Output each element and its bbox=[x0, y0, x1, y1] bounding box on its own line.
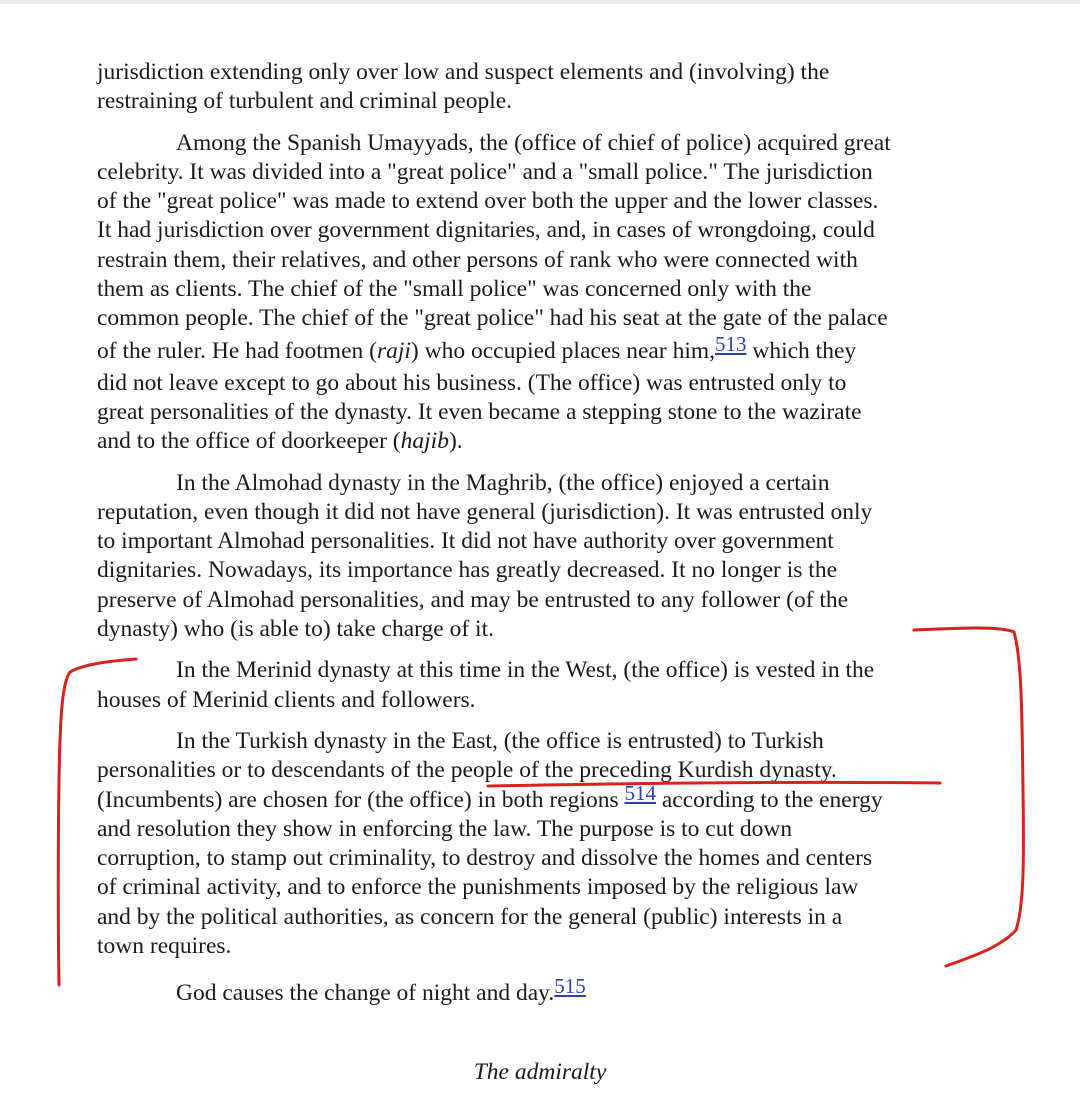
footnote-link-515[interactable]: 515 bbox=[554, 974, 586, 999]
text-segment: of the ruler. He had footmen ( bbox=[97, 337, 377, 364]
text-line: Among the Spanish Umayyads, the (office of chief of police) acquired great bbox=[176, 129, 891, 156]
text-line: celebrity. It was divided into a "great police" and a "small police." The jurisdiction bbox=[97, 158, 873, 185]
text-line: of the "great police" was made to extend over both the upper and the lower classes. bbox=[97, 188, 879, 215]
text-line bbox=[97, 780, 992, 815]
text-line: restrain them, their relatives, and other persons of rank who were connected with bbox=[97, 246, 858, 273]
paragraph bbox=[97, 469, 992, 645]
text-line: did not leave except to go about his business. (The office) was entrusted only to bbox=[97, 369, 847, 396]
text-line: them as clients. The chief of the "small police" was concerned only with the bbox=[97, 276, 812, 303]
text-segment: God causes the change of night and day. bbox=[176, 980, 555, 1007]
paragraph bbox=[97, 727, 992, 961]
text-line: to important Almohad personalities. It did not have authority over government bbox=[97, 528, 834, 555]
text-line: preserve of Almohad personalities, and may be entrusted to any follower (of the bbox=[97, 586, 849, 613]
paragraph bbox=[97, 974, 992, 1008]
text-line: restraining of turbulent and criminal people. bbox=[97, 88, 513, 115]
paragraph bbox=[97, 656, 992, 715]
text-line: town requires. bbox=[97, 933, 232, 960]
text-segment: which they bbox=[746, 337, 857, 364]
paragraph bbox=[97, 58, 992, 117]
document-body bbox=[97, 58, 992, 1009]
top-border bbox=[0, 0, 1080, 4]
footnote-link-513[interactable]: 513 bbox=[715, 331, 747, 356]
text-segment: (Incumbents) are chosen for (the office) in both regions bbox=[97, 786, 625, 813]
text-line: great personalities of the dynasty. It even became a stepping stone to the wazirate bbox=[97, 398, 862, 425]
text-segment: according to the energy bbox=[655, 786, 883, 813]
italic-term-hajib: hajib bbox=[400, 428, 449, 455]
section-heading: The admiralty bbox=[473, 1059, 607, 1085]
text-line: of criminal activity, and to enforce the punishments imposed by the religious law bbox=[97, 874, 859, 901]
text-line: corruption, to stamp out criminality, to destroy and dissolve the homes and centers bbox=[97, 845, 873, 872]
text-line: reputation, even though it did not have general (jurisdiction). It was entrusted only bbox=[97, 498, 873, 525]
text-line: In the Almohad dynasty in the Maghrib, (the office) enjoyed a certain bbox=[176, 469, 830, 496]
italic-term-raji: raji bbox=[376, 337, 411, 364]
text-line: dynasty) who (is able to) take charge of it. bbox=[97, 616, 494, 643]
text-segment: and to the office of doorkeeper ( bbox=[97, 428, 401, 455]
text-line: common people. The chief of the "great police" had his seat at the gate of the palace bbox=[97, 305, 888, 332]
text-line bbox=[97, 331, 992, 369]
text-line: jurisdiction extending only over low and suspect elements and (involving) the bbox=[97, 59, 830, 85]
text-segment: ). bbox=[448, 428, 463, 455]
text-line: In the Merinid dynasty at this time in the West, (the office) is vested in the bbox=[176, 657, 875, 684]
text-line: In the Turkish dynasty in the East, (the office is entrusted) to Turkish bbox=[176, 727, 824, 754]
text-line: personalities or to descendants of the people of the preceding Kurdish dynasty. bbox=[97, 757, 837, 784]
text-line bbox=[97, 974, 992, 1008]
text-line: and resolution they show in enforcing the law. The purpose is to cut down bbox=[97, 815, 793, 842]
text-line: and by the political authorities, as concern for the general (public) interests in a bbox=[97, 903, 843, 930]
paragraph bbox=[97, 129, 992, 457]
footnote-link-514[interactable]: 514 bbox=[624, 780, 656, 805]
text-line: It had jurisdiction over government dignitaries, and, in cases of wrongdoing, could bbox=[97, 217, 875, 244]
text-line: dignitaries. Nowadays, its importance has greatly decreased. It no longer is the bbox=[97, 557, 838, 584]
text-line bbox=[97, 427, 992, 456]
text-segment: ) who occupied places near him, bbox=[410, 337, 715, 364]
text-line: houses of Merinid clients and followers. bbox=[97, 686, 476, 713]
